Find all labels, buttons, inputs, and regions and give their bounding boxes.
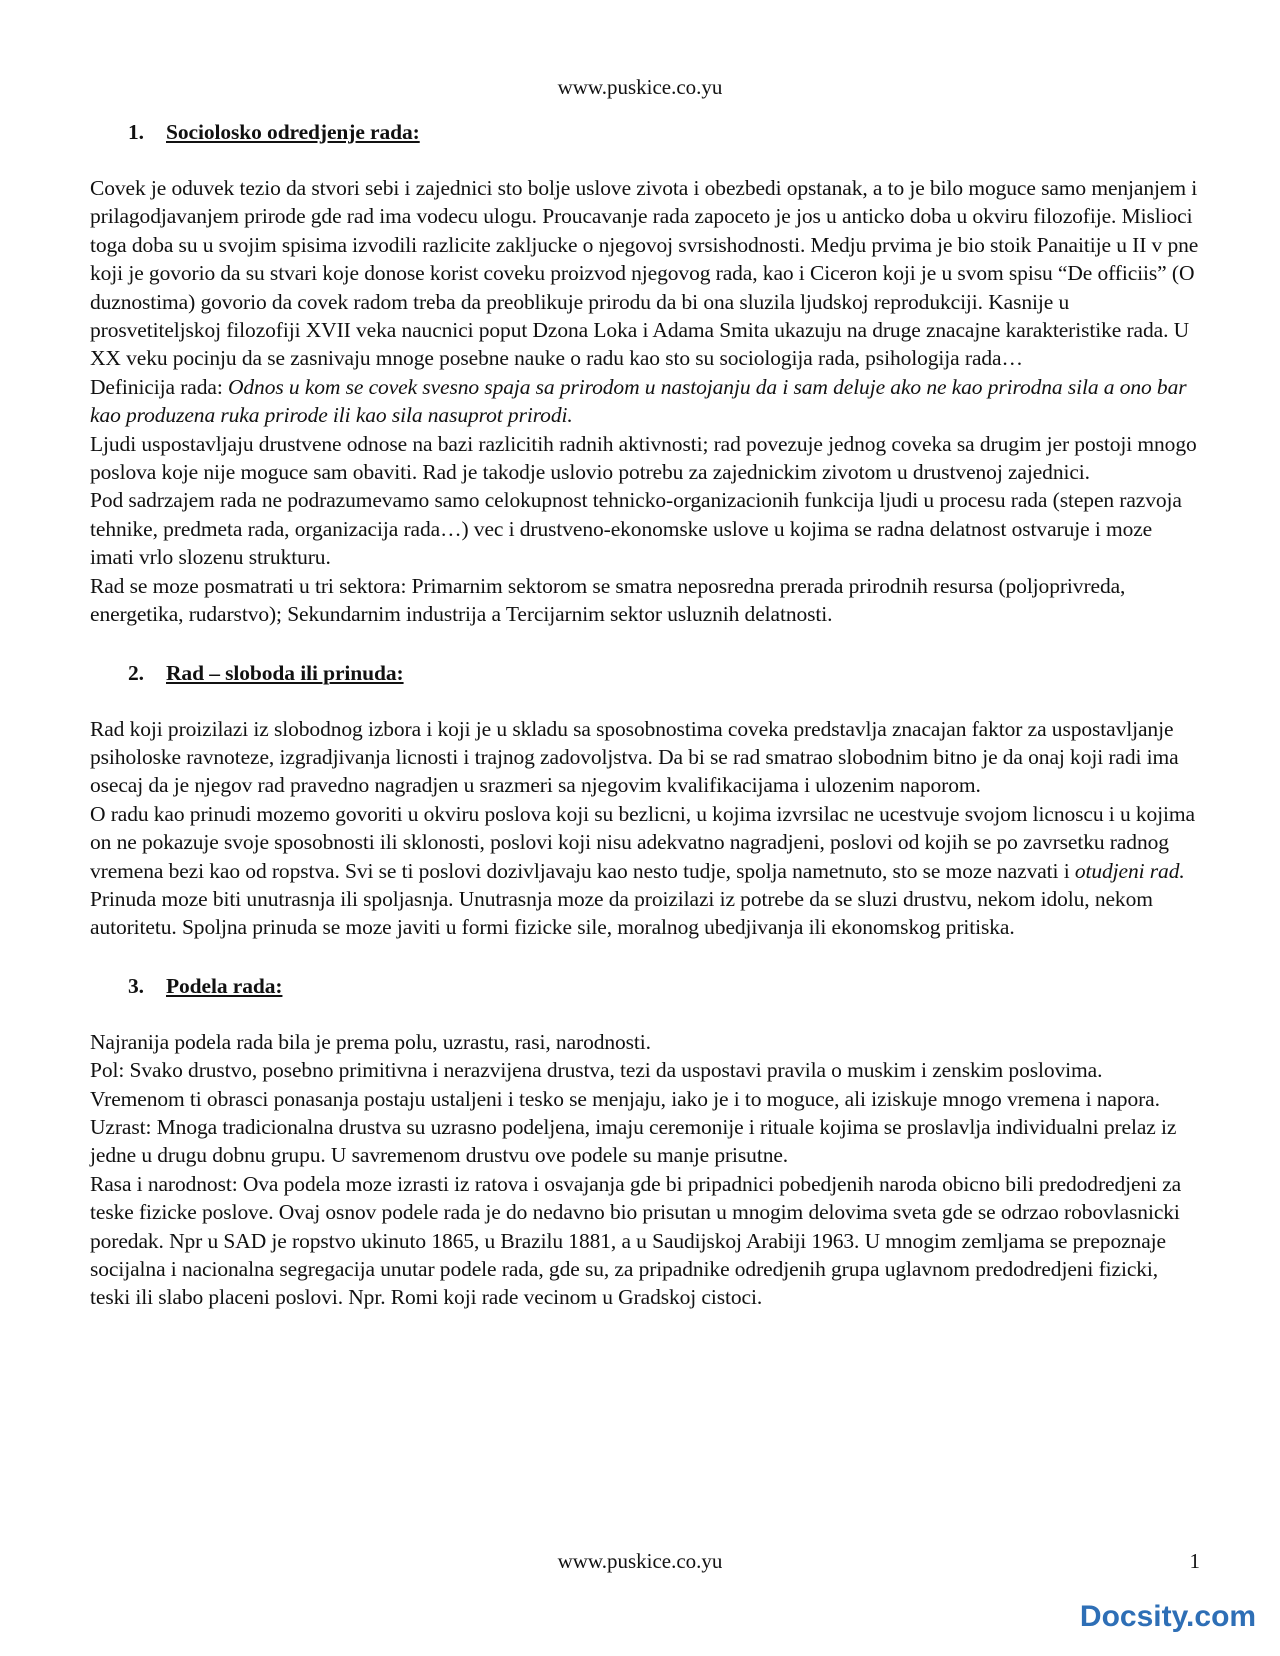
docsity-watermark bbox=[1068, 1596, 1268, 1636]
section-title: Sociolosko odredjenje rada: bbox=[166, 120, 420, 144]
paragraph-italic-term: otudjeni rad. bbox=[1074, 858, 1185, 883]
paragraph: Rasa i narodnost: Ova podela moze izrasti iz ratova i osvajanja gde bi pripadnici pobedjenih naroda obicno bili predodredjeni za teske fizicke poslove. Ovaj osnov podele rada je do nedavno bio prisutan u mnogim delovima sveta gde se odrzao robovlasnicki poredak. Npr u SAD je ropstvo ukinuto 1865, u Brazilu 1881, a u Saudijskoj Arabiji 1963. U mnogim zemljama se prepoznaje socijalna i nacionalna segregacija unutar podele rada, gde su, za pripadnike odredjenih grupa uglavnom predodredjeni fizicki, teski ili slabo placeni poslovi. Npr. Romi koji rade vecinom u Gradskoj cistoci. bbox=[90, 1171, 1182, 1310]
paragraph: Pol: Svako drustvo, posebno primitivna i nerazvijena drustva, tezi da uspostavi pravila o muskim i zenskim poslovima. Vremenom ti obrasci ponasanja postaju ustaljeni i tesko se menjaju, iako je i to moguce, ali iziskuje mnogo vremena i napora. bbox=[90, 1058, 1160, 1111]
paragraph: Ljudi uspostavljaju drustvene odnose na bazi razlicitih radnih aktivnosti; rad povezuje jednog coveka sa drugim jer postoji mnogo poslova koje nije moguce sam obaviti. Rad je takodje uslovio potrebu za zajednickim zivotom u drustvenoj zajednici. bbox=[90, 431, 1197, 485]
section-number: 2. bbox=[128, 660, 144, 685]
watermark-text: Docsity.com bbox=[1079, 1600, 1257, 1633]
section-number: 3. bbox=[128, 973, 144, 998]
definition-text: Odnos u kom se covek svesno spaja sa prirodom u nastojanju da i sam deluje ako ne kao prirodna sila a ono bar kao produzena ruka prirode ili kao sila nasuprot prirodi. bbox=[90, 374, 1187, 428]
section-3 bbox=[90, 972, 1200, 1312]
paragraph: Rad koji proizilazi iz slobodnog izbora i koji je u skladu sa sposobnostima coveka predstavlja znacajan faktor za uspostavljanje psiholoske ravnoteze, izgradjivanja licnosti i trajnog zadovoljstva. Da bi se rad smatrao slobodnim bitno je da onaj koji radi ima osecaj da je njegov rad pravedno nagradjen u srazmeri sa njegovim kvalifikacijama i ulozenim naporom. bbox=[90, 716, 1179, 798]
paragraph: Uzrast: Mnoga tradicionalna drustva su uzrasno podeljena, imaju ceremonije i rituale kojima se proslavlja individualni prelaz iz jedne u drugu dobnu grupu. U savremenom drustvu ove podele su manje prisutne. bbox=[90, 1114, 1177, 1168]
paragraph bbox=[90, 800, 1200, 942]
section-heading bbox=[128, 972, 1200, 1000]
section-number: 1. bbox=[128, 120, 144, 144]
page-footer: www.puskice.co.yu bbox=[557, 1549, 723, 1573]
section-heading bbox=[128, 118, 1200, 146]
watermark-logo bbox=[1068, 1596, 1268, 1636]
page-header: www.puskice.co.yu bbox=[557, 75, 723, 99]
section-title: Podela rada: bbox=[166, 973, 283, 998]
section-spacer bbox=[90, 629, 1200, 659]
section-spacer bbox=[90, 942, 1200, 972]
definition-paragraph bbox=[90, 373, 1200, 430]
paragraph-text: Prinuda moze biti unutrasnja ili spoljasnja. Unutrasnja moze da proizilazi iz potrebe da se sluzi drustvu, nekom idolu, nekom autoritetu. Spoljna prinuda se moze javiti u formi fizicke sile, moralnog ubedjivanja ili ekonomskog pritiska. bbox=[90, 886, 1153, 940]
definition-label: Definicija rada: bbox=[90, 374, 228, 399]
paragraph: Rad se moze posmatrati u tri sektora: Primarnim sektorom se smatra neposredna prerada prirodnih resursa (poljoprivreda, energetika, rudarstvo); Sekundarnim industrija a Tercijarnim sektor usluznih delatnosti. bbox=[90, 573, 1126, 627]
section-heading bbox=[128, 659, 1200, 687]
paragraph: Najranija podela rada bila je prema polu, uzrastu, rasi, narodnosti. bbox=[90, 1029, 651, 1054]
section-2 bbox=[90, 659, 1200, 942]
paragraph-text: O radu kao prinudi mozemo govoriti u okviru poslova koji su bezlicni, u kojima izvrsilac ne ucestvuje svojom licnoscu i u kojima on ne pokazuje svoje sposobnosti ili sklonosti, poslovi koji nisu adekvatno nagradjeni, poslovi od kojih se po zavrsetku radnog vremena bezi kao od ropstva. Svi se ti poslovi dozivljavaju kao nesto tudje, spolja nametnuto, sto se moze nazvati i bbox=[90, 801, 1195, 883]
document-body bbox=[90, 118, 1200, 1312]
section-title: Rad – sloboda ili prinuda: bbox=[166, 660, 404, 685]
page-number: 1 bbox=[1189, 1549, 1200, 1573]
section-1 bbox=[90, 118, 1200, 629]
paragraph: Covek je oduvek tezio da stvori sebi i zajednici sto bolje uslove zivota i obezbedi opstanak, a to je bilo moguce samo menjanjem i prilagodjavanjem prirode gde rad ima vodecu ulogu. Proucavanje rada zapoceto je jos u anticko doba u okviru filozofije. Mislioci toga doba su u svojim spisima izvodili razlicite zakljucke o njegovoj svrsishodnosti. Medju prvima je bio stoik Panaitije u II v pne koji je govorio da su stvari koje donose korist coveku proizvod njegovog rada, kao i Ciceron koji je u svom spisu “De officiis” (O duznostima) govorio da covek radom treba da preoblikuje prirodu da bi ona sluzila ljudskoj reprodukciji. Kasnije u prosvetiteljskoj filozofiji XVII veka naucnici poput Dzona Loka i Adama Smita ukazuju na druge znacajne karakteristike rada. U XX veku pocinju da se zasnivaju mnoge posebne nauke o radu kao sto su sociologija rada, psihologija rada… bbox=[90, 176, 1199, 371]
paragraph: Pod sadrzajem rada ne podrazumevamo samo celokupnost tehnicko-organizacionih funkcija ljudi u procesu rada (stepen razvoja tehnike, predmeta rada, organizacija rada…) vec i drustveno-ekonomske uslove u kojima se radna delatnost ostvaruje i moze imati vrlo slozenu strukturu. bbox=[90, 488, 1182, 570]
